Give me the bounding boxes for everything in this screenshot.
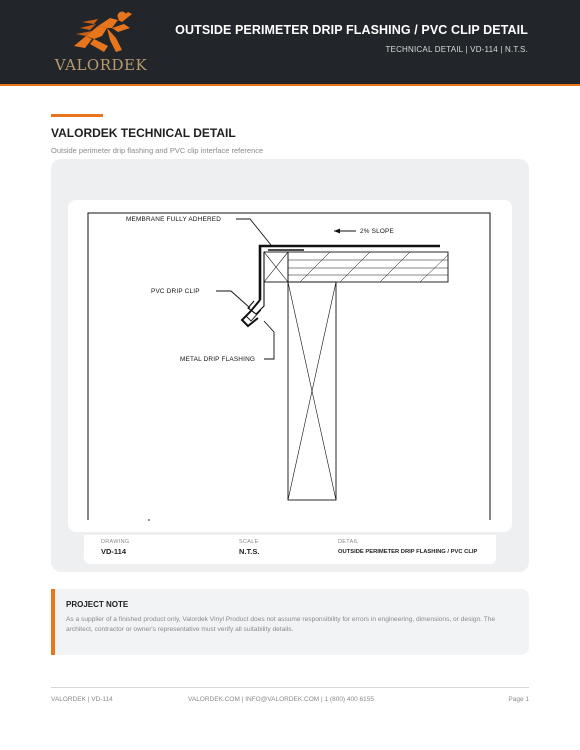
- running-warrior-logo-icon: [52, 6, 150, 56]
- title-block-scale: [239, 539, 259, 556]
- footer-contact: VALORDEK.COM | INFO@VALORDEK.COM | 1 (800) 400 6155: [188, 696, 375, 703]
- note-title: PROJECT NOTE: [66, 600, 129, 609]
- detail-value: OUTSIDE PERIMETER DRIP FLASHING / PVC CLIP: [338, 549, 478, 555]
- scale-value: N.T.S.: [239, 547, 260, 556]
- section-accent-bar: [51, 114, 103, 117]
- drawing-sheet: [68, 200, 512, 532]
- logo-wordmark: VALORDEK: [54, 56, 148, 74]
- drawing-panel: [51, 159, 529, 572]
- footer-divider: [51, 687, 529, 688]
- footer-page-number: Page 1: [508, 696, 529, 703]
- document-title: VALORDEK TECHNICAL DETAIL: [51, 126, 236, 140]
- detail-label: DETAIL: [338, 539, 359, 545]
- drawing-number: VD-114: [101, 547, 127, 556]
- drawing-label: DRAWING: [101, 539, 130, 545]
- page-header: [0, 0, 580, 84]
- pvc-clip-label: PVC DRIP CLIP: [151, 288, 200, 295]
- drawing-title-block: [84, 535, 496, 564]
- scale-label: SCALE: [239, 539, 259, 545]
- slope-label: 2% SLOPE: [360, 228, 394, 235]
- page-title: OUTSIDE PERIMETER DRIP FLASHING / PVC CLIP DETAIL: [175, 23, 528, 37]
- page-subtitle: TECHNICAL DETAIL | VD-114 | N.T.S.: [385, 45, 528, 54]
- title-block-drawing: [101, 539, 129, 556]
- footer-doc-id: VALORDEK | VD-114: [51, 696, 113, 703]
- note-accent-bar: [51, 589, 55, 655]
- project-note: [51, 589, 529, 655]
- document-subtitle: Outside perimeter drip flashing and PVC clip interface reference: [51, 146, 264, 155]
- note-body: As a supplier of a finished product only, Valordek Vinyl Product does not assume responsibility for errors in engineering, dimensions, or design. The architect, contractor or owner's representative must verify all suitability details.: [66, 616, 496, 633]
- title-block-detail: [338, 539, 477, 555]
- drip-flashing-detail-drawing: [68, 200, 512, 532]
- metal-flashing-label: METAL DRIP FLASHING: [180, 356, 256, 363]
- header-accent-line: [0, 84, 580, 86]
- membrane-label: MEMBRANE FULLY ADHERED: [126, 216, 222, 223]
- valordek-logo: [52, 6, 150, 80]
